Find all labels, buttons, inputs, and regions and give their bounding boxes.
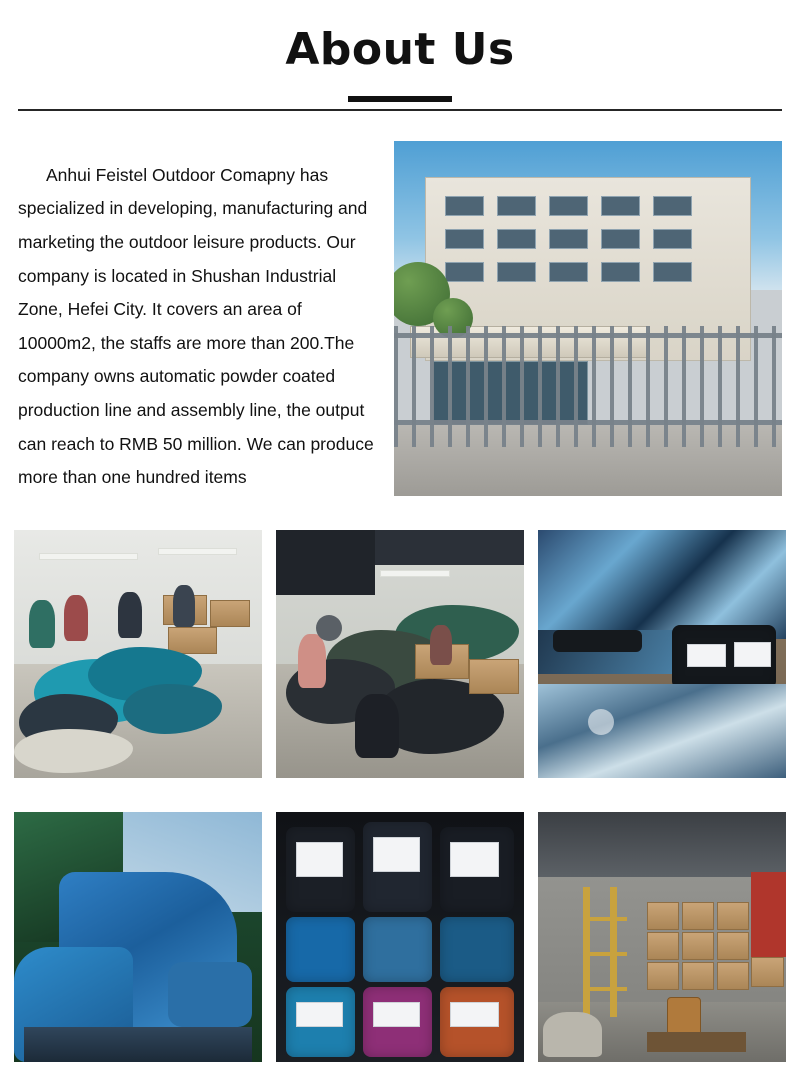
patterned-fabric-bottom [538,684,786,778]
blue-tarp-stack-photo [14,812,262,1062]
wooden-chair [667,997,701,1037]
packaged-goods-photo [276,812,524,1062]
assembly-workshop-photo [276,530,524,778]
folded-canopy-photo [538,530,786,778]
page-header [0,0,800,111]
company-building-photo [394,141,782,496]
red-door [751,872,786,957]
photo-grid-row-2 [0,794,800,1078]
metal-fence [394,326,782,447]
intro-section [0,111,800,512]
sewing-workshop-photo [14,530,262,778]
warehouse-roof [538,812,786,877]
page-title: About Us [285,24,515,75]
patterned-fabric-top [538,530,786,639]
photo-grid-row-1 [0,512,800,794]
warehouse-cartons-photo [538,812,786,1062]
about-paragraph: Anhui Feistel Outdoor Comapny has specialized in developing, manufacturing and marketing the outdoor leisure products. Our company is located in Shushan Industrial Zone, Hefei City. It covers an area of 10000m2, the staffs are more than 200.The company owns automatic powder coated production line and assembly line, the output can reach to RMB 50 million. We can produce more than one hundred items [18,164,374,488]
title-underline [348,96,452,102]
